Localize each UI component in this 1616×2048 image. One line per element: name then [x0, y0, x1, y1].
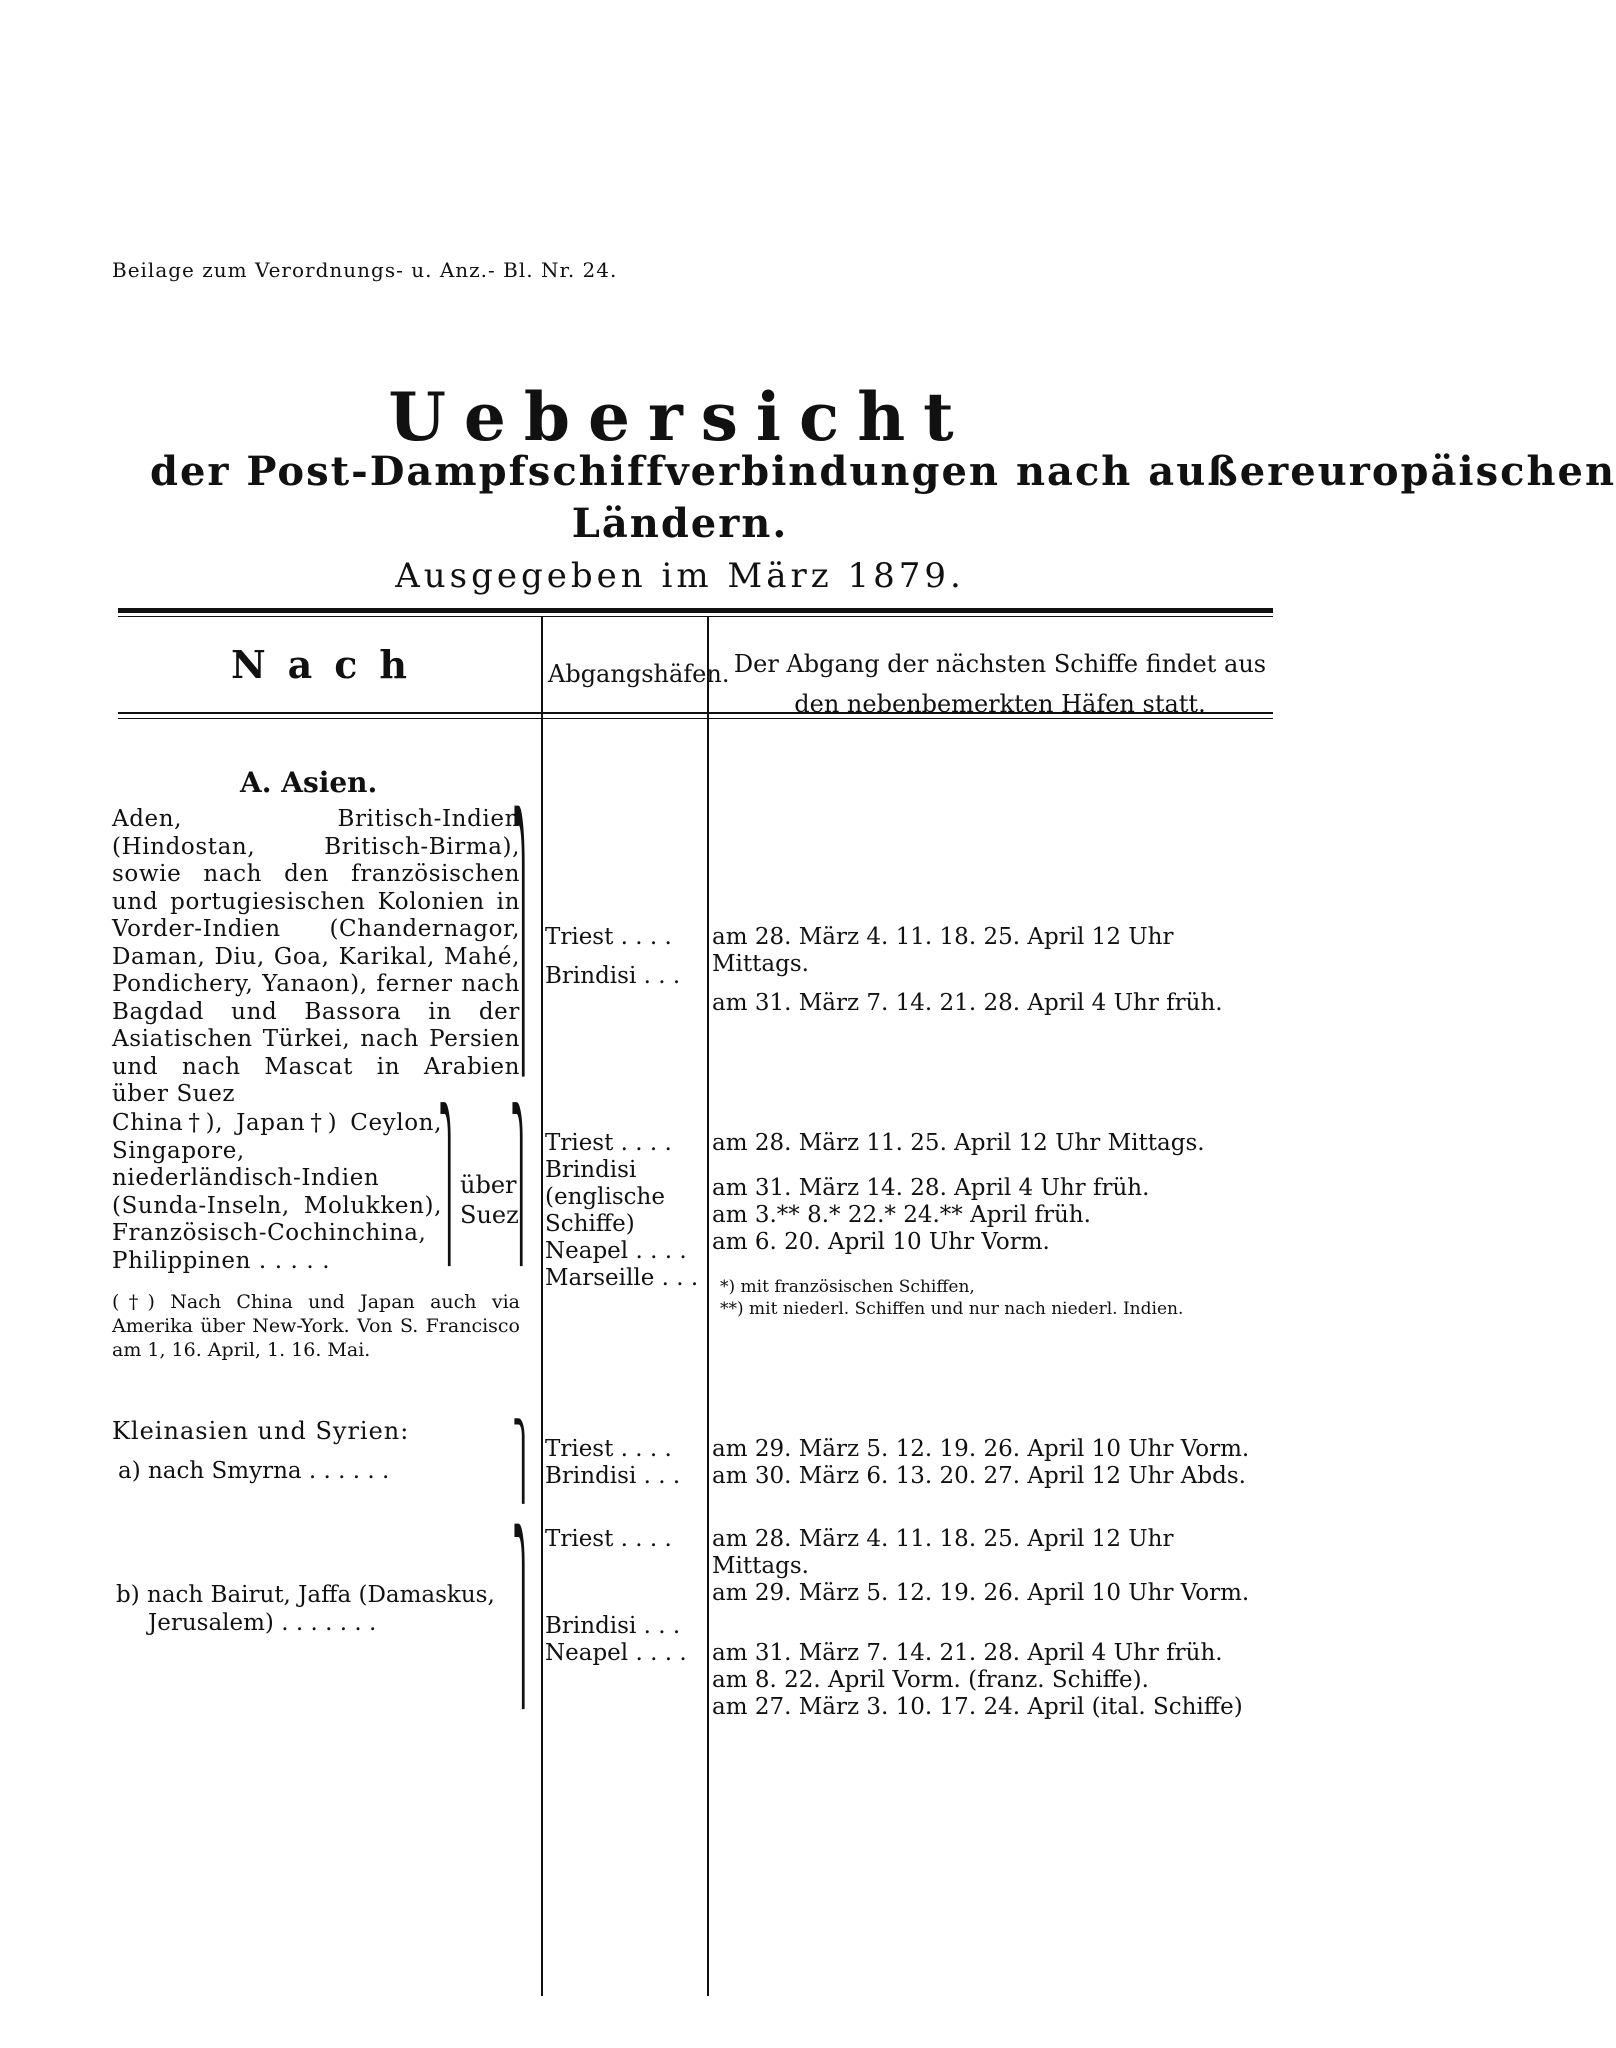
departure-item: am 29. März 5. 12. 19. 26. April 10 Uhr Vorm. [712, 1580, 1250, 1606]
port-item: Brindisi (englische Schiffe) [545, 1157, 665, 1237]
page-header: Beilage zum Verordnungs- u. Anz.- Bl. Nr. 24. [112, 258, 618, 282]
port-item: Triest . . . . [545, 1130, 672, 1156]
note-dutch-ships: **) mit niederl. Schiffen und nur nach niederl. Indien. [720, 1299, 1184, 1319]
departure-item: am 3.** 8.* 22.* 24.** April früh. [712, 1202, 1091, 1228]
brace-smyrna: ⎫ [512, 1420, 535, 1504]
port-item: Brindisi . . . [545, 1613, 681, 1639]
via-suez-label: über Suez [460, 1171, 519, 1229]
issue-date: Ausgegeben im März 1879. [395, 556, 965, 596]
table-top-rule [118, 608, 1273, 613]
port-list-smyrna [545, 1436, 680, 1490]
departure-item: am 28. März 11. 25. April 12 Uhr Mittags. [712, 1130, 1205, 1156]
departure-list-bairut [712, 1526, 1272, 1721]
destination-aden-india: Aden, Britisch-Indien (Hindostan, Britisch-Birma), sowie nach den französischen und portugiesischen Kolonien in Vorder-Indien (Chandernagor, Daman, Diu, Goa, Karikal, Mahé, Pondichery, Yanaon), ferner nach Bagdad und Bassora in der Asiatischen Türkei, nach Persien und nach Mascat in Arabien über Suez [112, 806, 520, 1107]
port-item: Marseille . . . [545, 1265, 699, 1291]
departure-item: am 6. 20. April 10 Uhr Vorm. [712, 1229, 1050, 1255]
column-header-departures: Der Abgang der nächsten Schiffe findet aus den nebenbemerkten Häfen statt. [733, 650, 1267, 718]
port-item: Triest . . . . [545, 924, 672, 950]
column-header-ports: Abgangshäfen. [548, 660, 730, 688]
destination-china-japan: China†), Japan†) Ceylon, Singapore, niederländisch-Indien (Sunda-Inseln, Molukken), Französisch-Cochinchina, Philippinen . . . . . [112, 1110, 442, 1274]
departure-item: am 31. März 7. 14. 21. 28. April 4 Uhr früh. [712, 990, 1223, 1016]
ship-notes [720, 1276, 1183, 1320]
column-divider-2 [707, 616, 709, 1996]
document-subtitle-line2: Ländern. [571, 500, 789, 547]
departure-list-entry1 [712, 924, 1272, 1017]
note-french-ships: *) mit französischen Schiffen, [720, 1277, 975, 1297]
port-list-entry1 [545, 924, 680, 990]
brace-entry2-left: ⎫ [438, 1106, 461, 1267]
section-heading-asia: A. Asien. [240, 766, 378, 799]
destination-bairut-jaffa-line1: b) nach Bairut, Jaffa (Damaskus, [116, 1582, 495, 1608]
brace-entry2-right: ⎫ [510, 1106, 533, 1267]
footnote-america-route: (†) Nach China und Japan auch via Amerika über New-York. Von S. Francisco am 1, 16. April, 1. 16. Mai. [112, 1291, 520, 1361]
port-item: Triest . . . . [545, 1436, 672, 1462]
port-list-entry2 [545, 1130, 705, 1292]
brace-bairut: ⎫ [512, 1528, 535, 1710]
departure-item: am 30. März 6. 13. 20. 27. April 12 Uhr Abds. [712, 1463, 1246, 1489]
port-item: Neapel . . . . [545, 1640, 687, 1666]
departure-item: am 31. März 7. 14. 21. 28. April 4 Uhr früh. [712, 1640, 1223, 1666]
departure-item: am 29. März 5. 12. 19. 26. April 10 Uhr Vorm. [712, 1436, 1250, 1462]
table-top-rule-thin [118, 616, 1273, 617]
departure-list-smyrna [712, 1436, 1272, 1490]
departure-item: am 8. 22. April Vorm. (franz. Schiffe). [712, 1667, 1149, 1693]
section-heading-asia-minor: Kleinasien und Syrien: [112, 1417, 410, 1445]
document-title: Uebersicht [388, 378, 972, 456]
port-list-bairut [545, 1526, 687, 1667]
document-subtitle-line1: der Post-Dampfschiffverbindungen nach außereuropäischen [150, 448, 1616, 495]
departure-list-entry2 [712, 1130, 1272, 1256]
departure-item: am 28. März 4. 11. 18. 25. April 12 Uhr Mittags. [712, 924, 1174, 977]
port-item: Brindisi . . . [545, 1463, 681, 1489]
port-item: Neapel . . . . [545, 1238, 687, 1264]
port-item: Brindisi . . . [545, 963, 681, 989]
destination-bairut-jaffa-line2: Jerusalem) . . . . . . . [148, 1610, 377, 1636]
port-item: Triest . . . . [545, 1526, 672, 1552]
departure-item: am 28. März 4. 11. 18. 25. April 12 Uhr Mittags. [712, 1526, 1174, 1579]
column-divider-1 [541, 616, 543, 1996]
departure-item: am 27. März 3. 10. 17. 24. April (ital. Schiffe) [712, 1694, 1243, 1720]
column-header-destination: Nach [230, 642, 430, 687]
departure-item: am 31. März 14. 28. April 4 Uhr früh. [712, 1175, 1150, 1201]
brace-entry1: ⎫ [512, 812, 535, 1078]
destination-smyrna: a) nach Smyrna . . . . . . [118, 1458, 390, 1484]
